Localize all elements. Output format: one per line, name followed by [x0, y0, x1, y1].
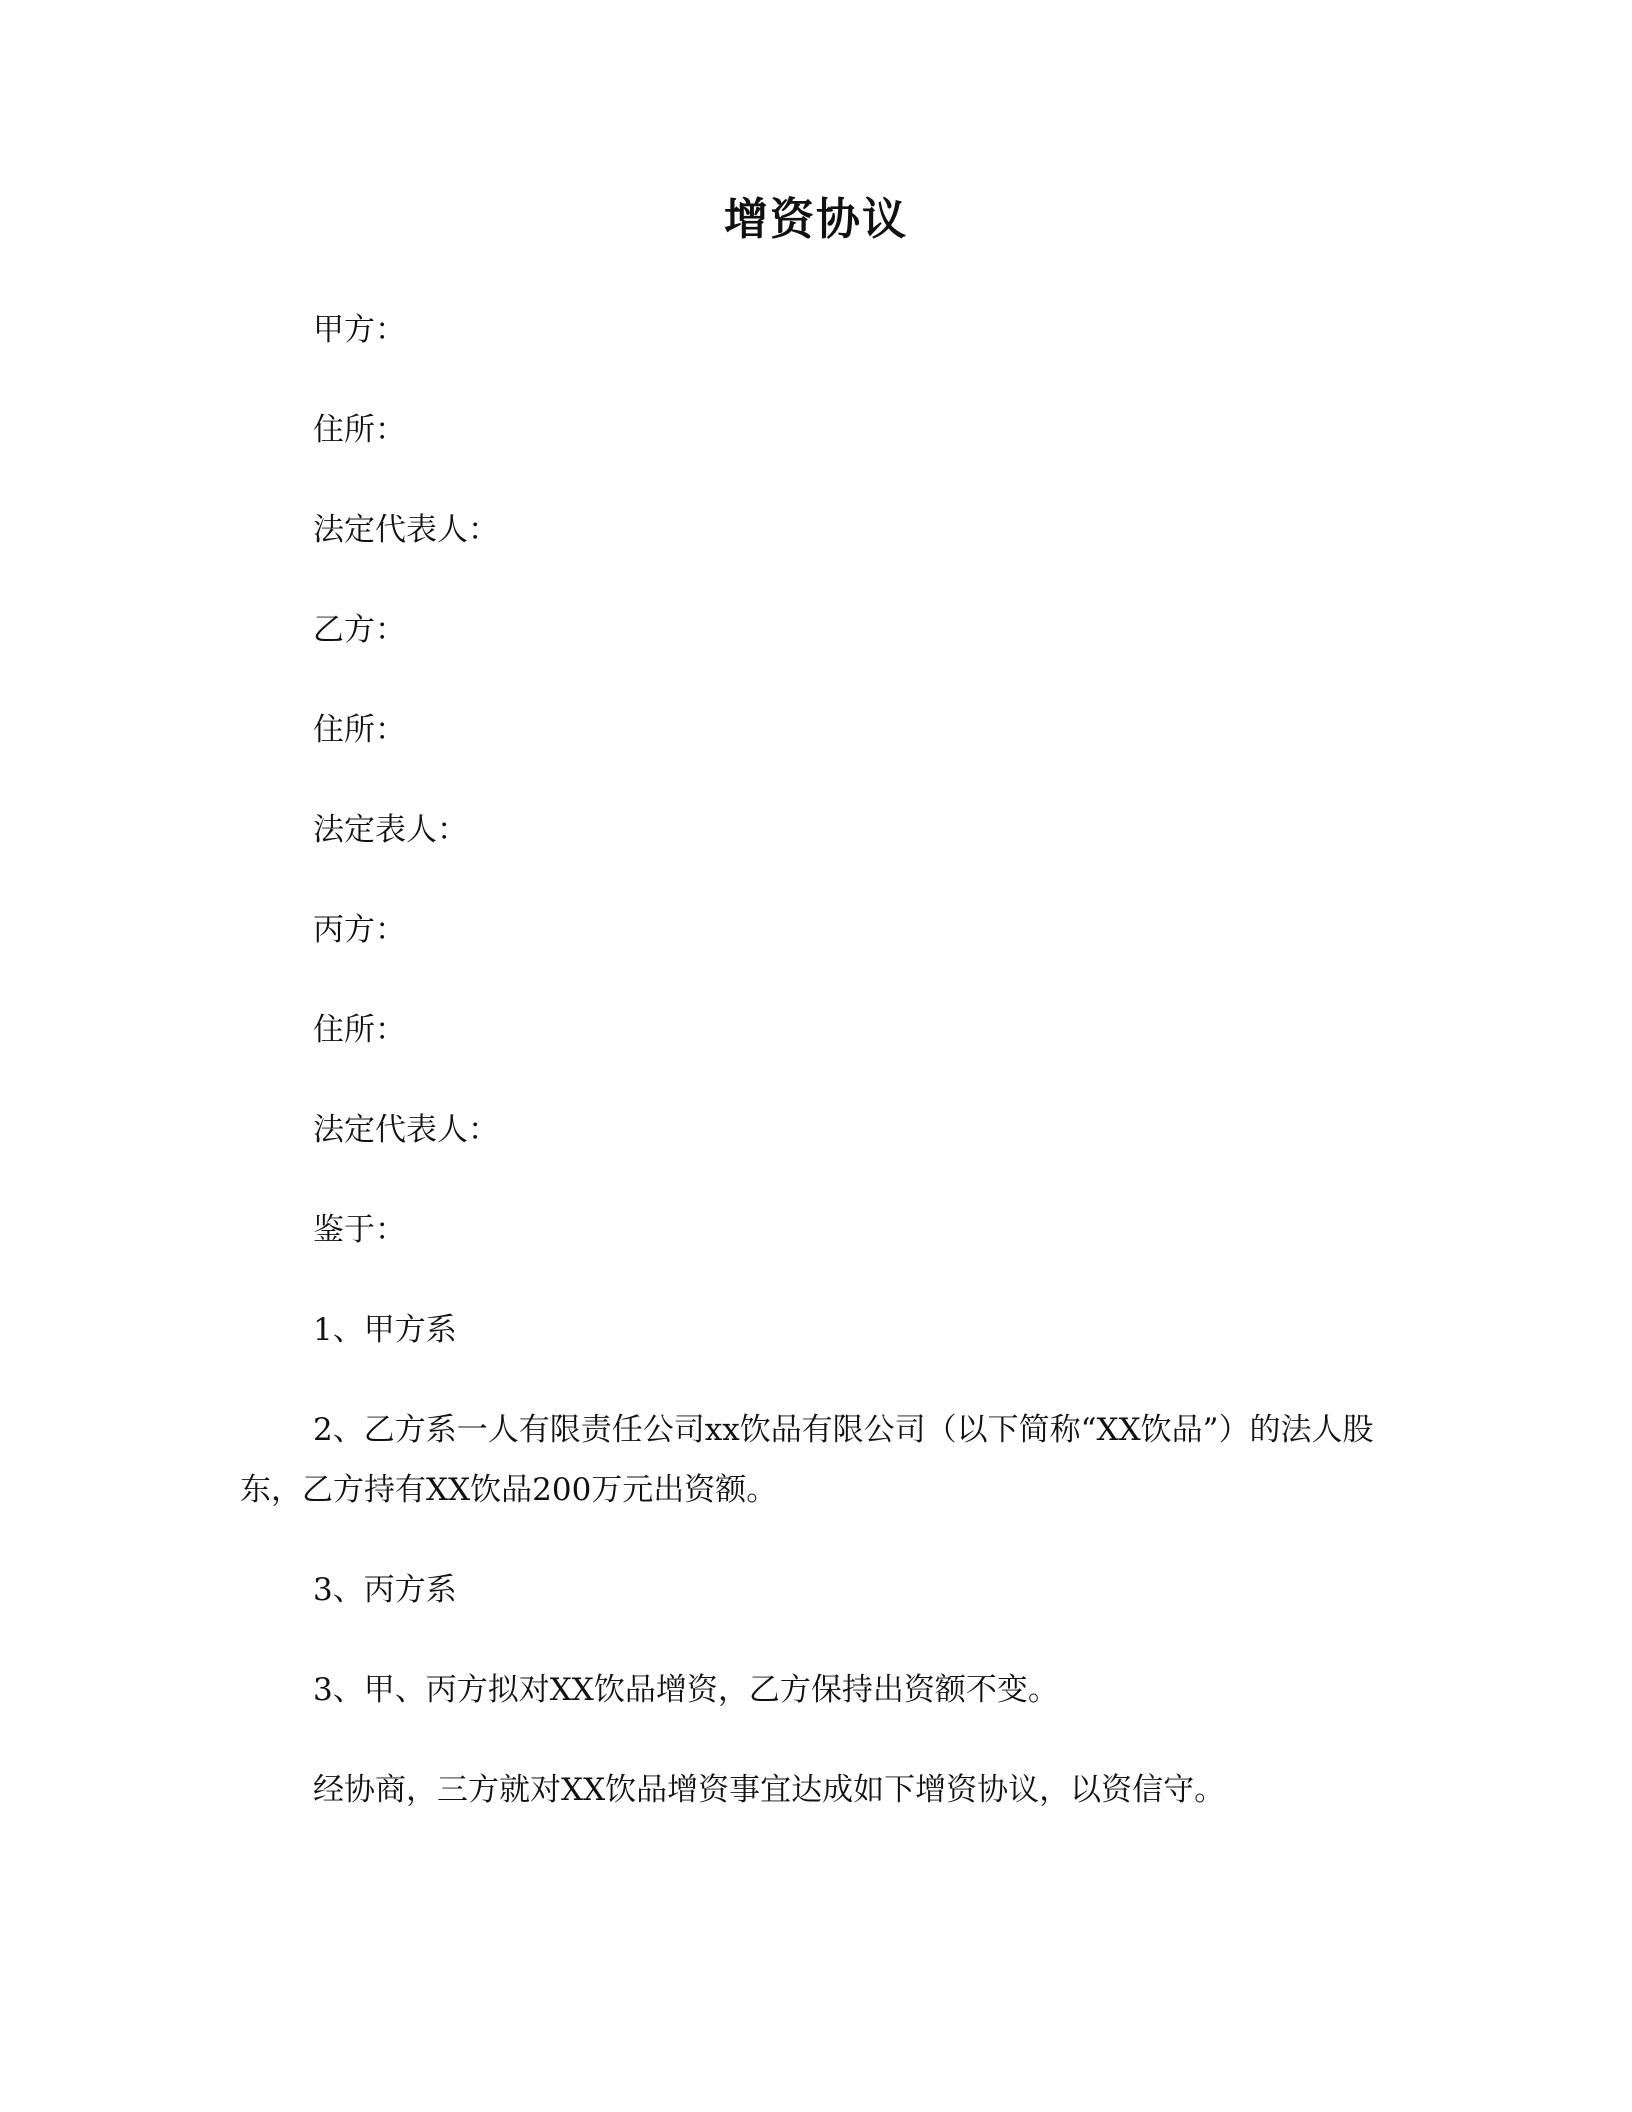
party-c-name-label: 丙方： — [313, 912, 406, 948]
party-b-name-label: 乙方： — [313, 612, 406, 648]
party-a-address-label: 住所： — [313, 412, 406, 448]
party-a-name-label: 甲方： — [313, 312, 406, 348]
party-c-address-label: 住所： — [313, 1012, 406, 1048]
recital-1: 1、甲方系 — [313, 1312, 457, 1348]
recital-3: 3、丙方系 — [313, 1572, 457, 1608]
recital-2: 2、乙方系一人有限责任公司xx饮品有限公司（以下简称“XX饮品”）的法人股东，乙方持有XX饮品200万元出资额。 — [240, 1412, 1374, 1508]
party-c-representative-label: 法定代表人： — [313, 1112, 499, 1148]
whereas-label: 鉴于： — [313, 1212, 406, 1248]
party-b-representative-label: 法定表人： — [313, 812, 468, 848]
party-b-address-label: 住所： — [313, 712, 406, 748]
document-title: 增资协议 — [724, 194, 908, 245]
recital-4: 3、甲、丙方拟对XX饮品增资，乙方保持出资额不变。 — [313, 1672, 1059, 1708]
party-a-representative-label: 法定代表人： — [313, 512, 499, 548]
conclusion-text: 经协商，三方就对XX饮品增资事宜达成如下增资协议，以资信守。 — [313, 1772, 1226, 1808]
